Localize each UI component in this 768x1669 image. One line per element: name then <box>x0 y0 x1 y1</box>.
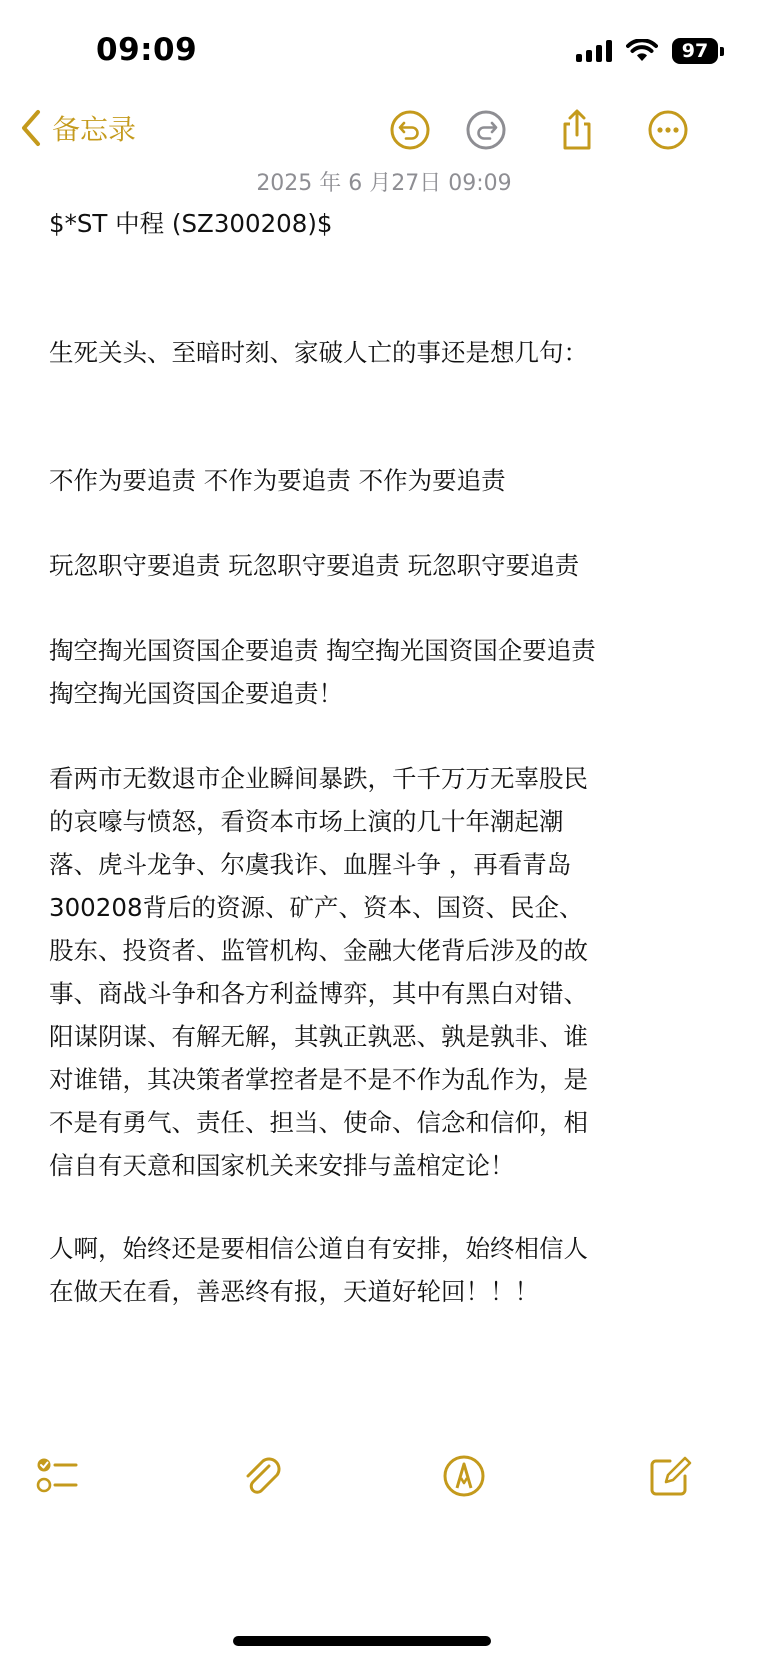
undo-icon <box>388 108 432 152</box>
note-line-2: 不作为要追责 不作为要追责 不作为要追责 <box>49 466 506 495</box>
more-icon <box>646 108 690 152</box>
paperclip-icon <box>239 1452 287 1500</box>
cellular-signal-icon <box>576 40 612 62</box>
note-paragraph-4-line: 掏空掏光国资国企要追责！ <box>49 679 343 708</box>
note-paragraph-5-line: 看两市无数退市企业瞬间暴跌，千千万万无辜股民 <box>49 764 588 793</box>
redo-button[interactable] <box>464 108 508 152</box>
note-paragraph-6-line: 在做天在看，善恶终有报，天道好轮回！！！ <box>49 1277 539 1306</box>
undo-button[interactable] <box>388 108 432 152</box>
note-date: 2025 年 6 月27日 09:09 <box>256 171 512 196</box>
note-paragraph-5-line: 事、商战斗争和各方利益博弈，其中有黑白对错、 <box>49 979 588 1008</box>
status-indicators <box>576 38 724 64</box>
battery-level: 97 <box>672 38 718 64</box>
note-paragraph-5-line: 对谁错，其决策者掌控者是不是不作为乱作为，是 <box>49 1065 588 1094</box>
chevron-left-icon <box>20 109 42 147</box>
more-button[interactable] <box>646 108 690 152</box>
compose-icon <box>646 1452 694 1500</box>
attachment-button[interactable] <box>239 1452 287 1500</box>
share-button[interactable] <box>555 108 599 152</box>
checklist-icon <box>34 1452 82 1500</box>
note-line-1: 生死关头、至暗时刻、家破人亡的事还是想几句： <box>49 338 588 367</box>
note-paragraph-5-line: 的哀嚎与愤怒，看资本市场上演的几十年潮起潮 <box>49 807 564 836</box>
battery-icon <box>672 38 724 64</box>
markup-button[interactable] <box>440 1452 488 1500</box>
note-paragraph-4-line: 掏空掏光国资国企要追责 掏空掏光国资国企要追责 <box>49 636 596 665</box>
status-time: 09:09 <box>96 32 198 68</box>
note-paragraph-6-line: 人啊，始终还是要相信公道自有安排，始终相信人 <box>49 1234 588 1263</box>
note-paragraph-5-line: 落、虎斗龙争、尔虞我诈、血腥斗争 ，再看青岛 <box>49 850 572 879</box>
note-paragraph-4 <box>49 629 669 715</box>
share-icon <box>555 108 599 152</box>
note-paragraph-5-line: 信自有天意和国家机关来安排与盖棺定论！ <box>49 1151 515 1180</box>
back-label: 备忘录 <box>52 113 137 146</box>
note-paragraph-5-line: 不是有勇气、责任、担当、使命、信念和信仰，相 <box>49 1108 588 1137</box>
redo-icon <box>464 108 508 152</box>
compose-button[interactable] <box>646 1452 694 1500</box>
back-button[interactable] <box>20 108 136 148</box>
note-paragraph-5-line: 300208背后的资源、矿产、资本、国资、民企、 <box>49 893 584 922</box>
note-paragraph-5 <box>49 757 669 1187</box>
pen-markup-icon <box>440 1452 488 1500</box>
wifi-icon <box>626 39 658 63</box>
checklist-button[interactable] <box>34 1452 82 1500</box>
note-paragraph-5-line: 股东、投资者、监管机构、金融大佬背后涉及的故 <box>49 936 588 965</box>
note-ticker: $*ST 中程 (SZ300208)$ <box>49 209 333 238</box>
note-paragraph-6 <box>49 1227 669 1313</box>
home-indicator[interactable] <box>233 1636 491 1646</box>
note-paragraph-5-line: 阳谋阴谋、有解无解，其孰正孰恶、孰是孰非、谁 <box>49 1022 588 1051</box>
note-line-3: 玩忽职守要追责 玩忽职守要追责 玩忽职守要追责 <box>49 551 580 580</box>
